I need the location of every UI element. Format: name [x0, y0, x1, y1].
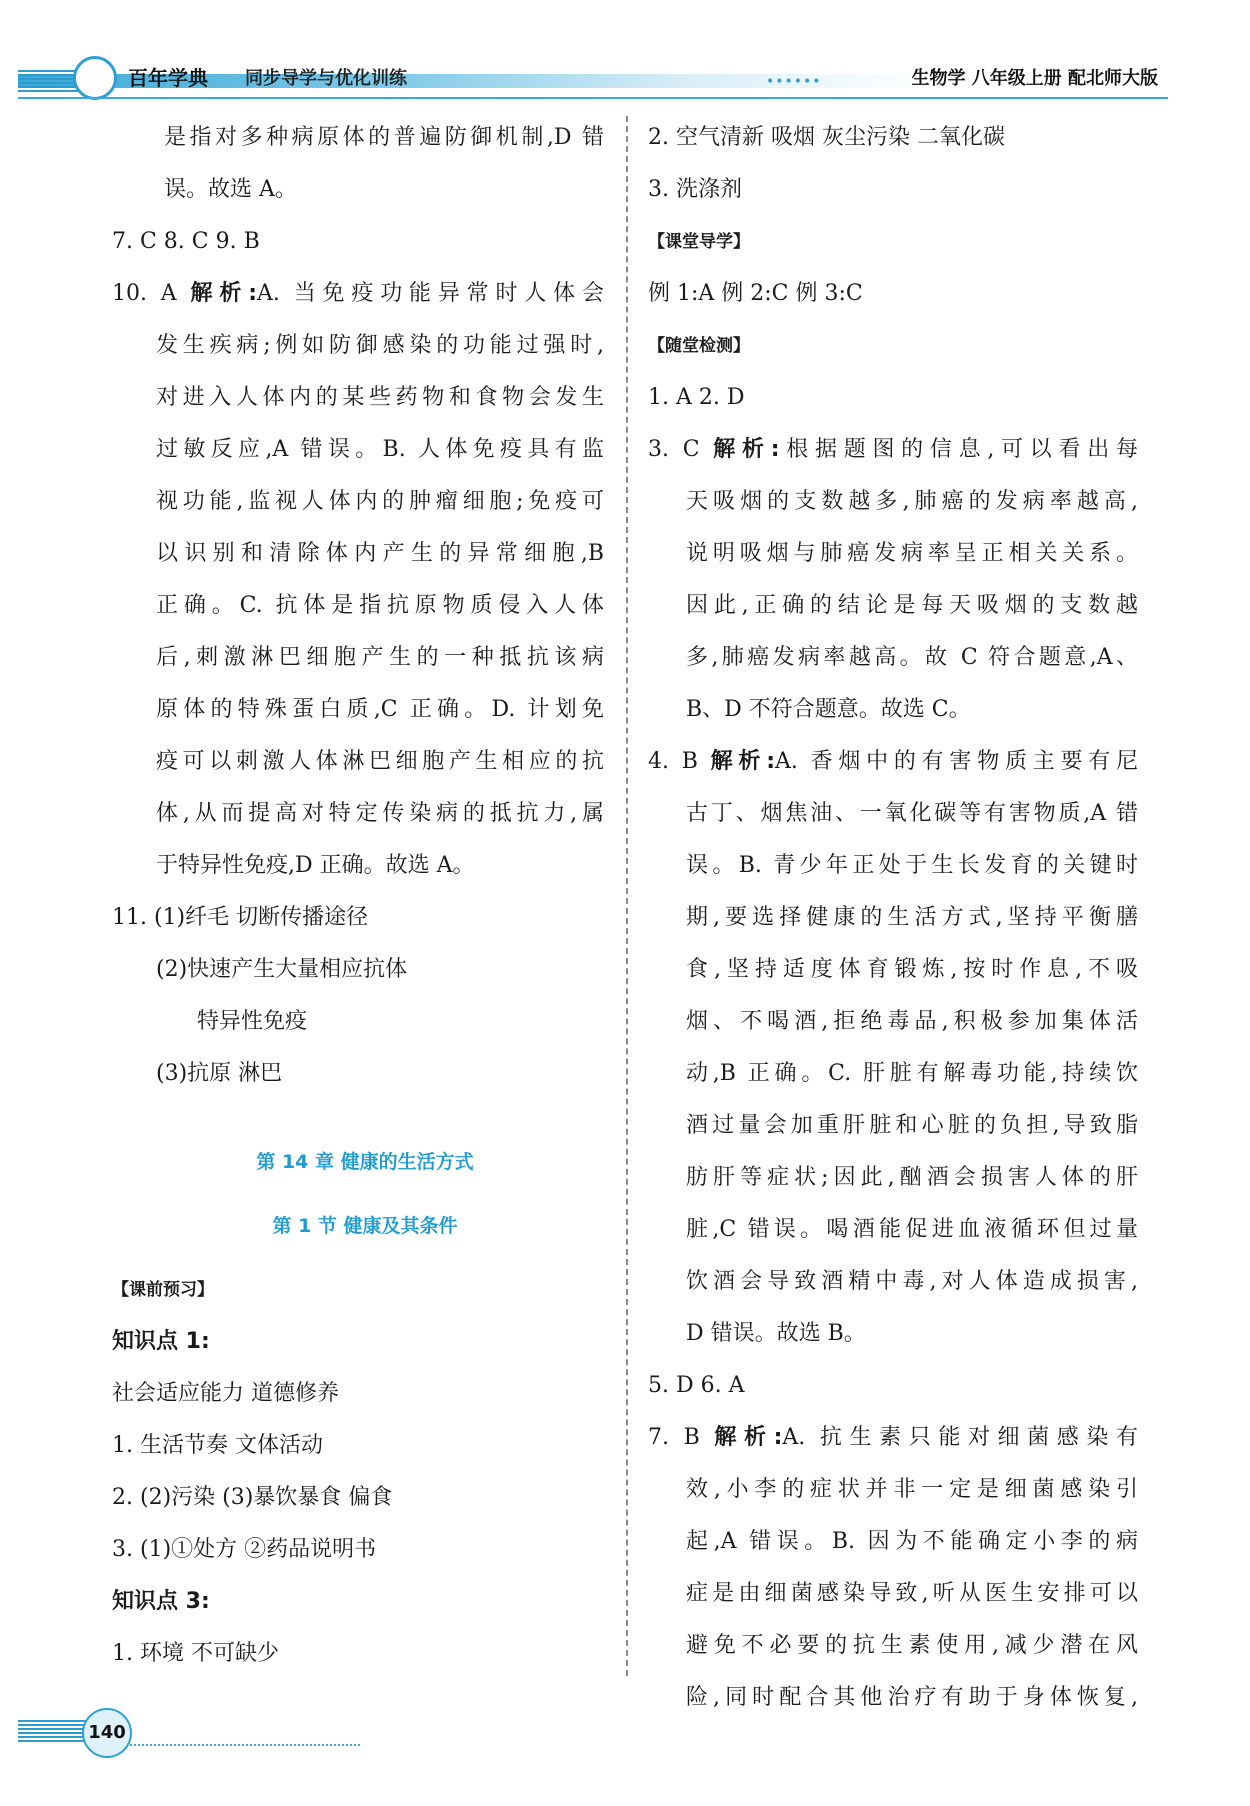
text-line: 酒过量会加重肝脏和心脏的负担,导致脂	[686, 1113, 1138, 1138]
text-line: 正确。C. 抗体是指抗原物质侵入人体	[156, 593, 604, 618]
text-line: 烟、不喝酒,拒绝毒品,积极参加集体活	[686, 1009, 1138, 1034]
analysis-label: 解析:	[713, 437, 780, 462]
text-line: 原体的特殊蛋白质,C 正确。D. 计划免	[156, 697, 604, 722]
answer-line: 社会适应能力 道德修养	[112, 1381, 339, 1406]
header-rule	[18, 97, 1168, 99]
text-line: 以识别和清除体内产生的异常细胞,B	[156, 541, 604, 566]
analysis-text: A. 当免疫功能异常时人体会	[257, 281, 604, 306]
brand-title: 百年学典	[128, 66, 208, 90]
analysis-label: 解析:	[714, 1425, 783, 1450]
page-footer	[0, 1706, 1250, 1766]
text-line: D 错误。故选 B。	[686, 1321, 866, 1346]
column-divider	[626, 116, 628, 1676]
text-line: B、D 不符合题意。故选 C。	[686, 697, 971, 722]
answer-line: 特异性免疫	[197, 1009, 308, 1034]
question-number: 4. B	[648, 749, 711, 774]
text-line: 是指对多种病原体的普遍防御机制,D 错	[164, 125, 604, 150]
text-line: 肪肝等症状;因此,酗酒会损害人体的肝	[686, 1165, 1138, 1190]
text-line: 动,B 正确。C. 肝脏有解毒功能,持续饮	[686, 1061, 1138, 1086]
text-line: 体,从而提高对特定传染病的抵抗力,属	[156, 801, 604, 826]
analysis-text: A. 香烟中的有害物质主要有尼	[775, 749, 1138, 774]
answer-line	[648, 736, 1138, 788]
right-column	[648, 112, 1138, 1724]
answer-line	[112, 268, 604, 320]
answer-line: 1. 环境 不可缺少	[112, 1641, 279, 1666]
answer-line: 1. A 2. D	[648, 385, 745, 410]
text-line: 过敏反应,A 错误。B. 人体免疫具有监	[156, 437, 604, 462]
question-number: 7. B	[648, 1425, 715, 1450]
knowledge-point-label: 知识点 1:	[112, 1329, 210, 1354]
answer-line: 11. (1)纤毛 切断传播途径	[112, 905, 369, 930]
answer-line: 2. (2)污染 (3)暴饮暴食 偏食	[112, 1485, 393, 1510]
chapter-title: 第 14 章 健康的生活方式	[256, 1151, 474, 1173]
footer-stripes	[18, 1720, 88, 1742]
section-title: 第 1 节 健康及其条件	[272, 1215, 458, 1237]
analysis-label: 解析:	[190, 281, 257, 306]
answer-line: 7. C 8. C 9. B	[112, 229, 260, 254]
section-tag: 【课前预习】	[112, 1280, 214, 1300]
text-line: 发生疾病;例如防御感染的功能过强时,	[156, 333, 604, 358]
text-line: 期,要选择健康的生活方式,坚持平衡膳	[686, 905, 1138, 930]
answer-line: (2)快速产生大量相应抗体	[156, 957, 408, 982]
text-line: 险,同时配合其他治疗有助于身体恢复,	[686, 1685, 1138, 1710]
text-line: 误。B. 青少年正处于生长发育的关键时	[686, 853, 1138, 878]
text-line: 起,A 错误。B. 因为不能确定小李的病	[686, 1529, 1138, 1554]
question-number: 10. A	[112, 281, 191, 306]
analysis-text: 根据题图的信息,可以看出每	[779, 437, 1138, 462]
answer-line: 2. 空气清新 吸烟 灰尘污染 二氧化碳	[648, 125, 1005, 150]
knowledge-point-label: 知识点 3:	[112, 1589, 210, 1614]
text-line: 后,刺激淋巴细胞产生的一种抵抗该病	[156, 645, 604, 670]
text-line: 说明吸烟与肺癌发病率呈正相关关系。	[686, 541, 1138, 566]
text-line: 于特异性免疫,D 正确。故选 A。	[156, 853, 475, 878]
footer-rule	[130, 1744, 360, 1746]
text-line: 误。故选 A。	[164, 177, 297, 202]
text-line: 对进入人体内的某些药物和食物会发生	[156, 385, 604, 410]
header-circle-icon	[73, 56, 117, 100]
text-line: 避免不必要的抗生素使用,减少潜在风	[686, 1633, 1138, 1658]
text-line: 古丁、烟焦油、一氧化碳等有害物质,A 错	[686, 801, 1138, 826]
page-header	[0, 52, 1250, 108]
text-line: 疫可以刺激人体淋巴细胞产生相应的抗	[156, 749, 604, 774]
text-line: 症是由细菌感染导致,听从医生安排可以	[686, 1581, 1138, 1606]
text-line: 多,肺癌发病率越高。故 C 符合题意,A、	[686, 645, 1138, 670]
header-dots: ••••••	[766, 74, 822, 90]
question-number: 3. C	[648, 437, 714, 462]
answer-line	[648, 1412, 1138, 1464]
answer-line: 1. 生活节奏 文体活动	[112, 1433, 323, 1458]
section-tag: 【随堂检测】	[648, 336, 750, 356]
answer-line: (3)抗原 淋巴	[156, 1061, 283, 1086]
text-line: 饮酒会导致酒精中毒,对人体造成损害,	[686, 1269, 1138, 1294]
text-line: 因此,正确的结论是每天吸烟的支数越	[686, 593, 1138, 618]
answer-line: 5. D 6. A	[648, 1373, 745, 1398]
answer-line: 3. 洗涤剂	[648, 177, 742, 202]
page-number: 140	[82, 1708, 132, 1758]
answer-line: 3. (1)①处方 ②药品说明书	[112, 1537, 377, 1562]
answer-line: 例 1:A 例 2:C 例 3:C	[648, 281, 863, 306]
series-title: 同步导学与优化训练	[245, 68, 407, 89]
text-line: 食,坚持适度体育锻炼,按时作息,不吸	[686, 957, 1138, 982]
answer-line	[648, 424, 1138, 476]
left-column	[112, 112, 604, 1680]
analysis-text: A. 抗生素只能对细菌感染有	[782, 1425, 1138, 1450]
text-line: 视功能,监视人体内的肿瘤细胞;免疫可	[156, 489, 604, 514]
section-tag: 【课堂导学】	[648, 232, 750, 252]
text-line: 天吸烟的支数越多,肺癌的发病率越高,	[686, 489, 1138, 514]
subject-title: 生物学 八年级上册 配北师大版	[911, 68, 1158, 89]
text-line: 效,小李的症状并非一定是细菌感染引	[686, 1477, 1138, 1502]
text-line: 脏,C 错误。喝酒能促进血液循环但过量	[686, 1217, 1138, 1242]
analysis-label: 解析:	[710, 749, 775, 774]
